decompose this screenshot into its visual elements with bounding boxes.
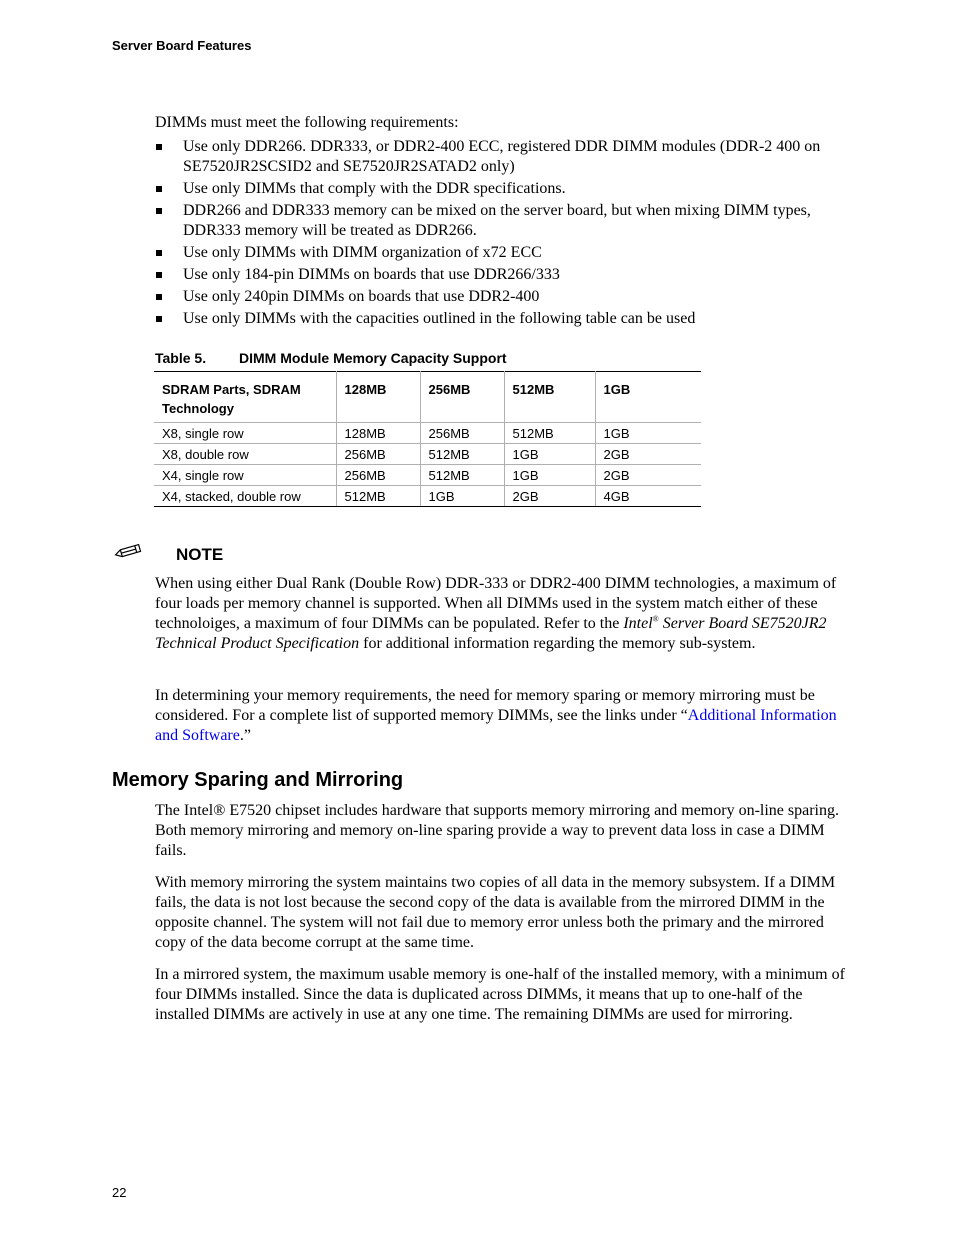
list-item: Use only DIMMs with DIMM organization of x72 ECC [155, 243, 835, 263]
capacity-table [154, 371, 701, 507]
bullet-icon [156, 272, 162, 278]
intel-name: Intel [623, 615, 653, 632]
column-header: 1GB [595, 372, 701, 423]
table-cell: 256MB [420, 423, 504, 444]
list-item: Use only DIMMs that comply with the DDR specifications. [155, 179, 835, 199]
list-item: DDR266 and DDR333 memory can be mixed on the server board, but when mixing DIMM types, DDR333 memory will be treated as DDR266. [155, 201, 835, 241]
table-header-row [154, 372, 701, 423]
column-header: 512MB [504, 372, 595, 423]
section-paragraph: The Intel® E7520 chipset includes hardware that supports memory mirroring and memory on-line sparing. Both memory mirroring and memory on-line sparing provide a way to prevent data loss in case a DIMM fails. [155, 802, 839, 859]
table-cell: 1GB [504, 444, 595, 465]
requirements-intro: DIMMs must meet the following requirements: [155, 114, 459, 131]
table-cell: 1GB [504, 465, 595, 486]
requirements-paragraph: In determining your memory requirements, the need for memory sparing or memory mirroring must be considered. For a complete list of supported memory DIMMs, see the links under “Additional Information and Software.” [155, 687, 837, 744]
table-cell: X8, double row [154, 444, 336, 465]
table-row [154, 444, 701, 465]
table-cell: X8, single row [154, 423, 336, 444]
note-paragraph: When using either Dual Rank (Double Row) DDR-333 or DDR2-400 DIMM technologies, a maximum of four loads per memory channel is supported. When all DIMMs used in the system match either of these technoloiges, a maximum of four DIMMs can be populated. Refer to the Intel® Server Board SE7520JR2 Technical Product Specification for additional information regarding the memory sub-system. [155, 575, 837, 652]
bullet-icon [156, 186, 162, 192]
column-header: 256MB [420, 372, 504, 423]
table-cell: 512MB [420, 444, 504, 465]
bullet-icon [156, 144, 162, 150]
bullet-icon [156, 294, 162, 300]
table-title: DIMM Module Memory Capacity Support [239, 350, 507, 366]
section-paragraph: In a mirrored system, the maximum usable memory is one-half of the installed memory, with a minimum of four DIMMs installed. Since the data is duplicated across DIMMs, it means that up to one-half of the installed DIMMs are actively in use at any one time. The remaining DIMMs are used for mirroring. [155, 966, 845, 1023]
table-cell: 512MB [504, 423, 595, 444]
table-row [154, 465, 701, 486]
table-cell: 512MB [336, 486, 420, 507]
table-cell: 256MB [336, 465, 420, 486]
table-cell: 2GB [595, 465, 701, 486]
running-header: Server Board Features [112, 38, 252, 53]
list-item: Use only DDR266. DDR333, or DDR2-400 ECC, registered DDR DIMM modules (DDR-2 400 on SE7520JR2SCSID2 and SE7520JR2SATAD2 only) [155, 137, 835, 177]
additional-info-link[interactable]: Additional Information and Software [155, 707, 837, 744]
column-header: 128MB [336, 372, 420, 423]
table-cell: 2GB [504, 486, 595, 507]
spec-title: Server Board SE7520JR2 Technical Product Specification [155, 615, 827, 652]
note-title: NOTE [176, 545, 224, 564]
bullet-icon [156, 316, 162, 322]
page-number: 22 [112, 1185, 127, 1200]
bullet-icon [156, 208, 162, 214]
pencil-icon [113, 541, 145, 566]
list-item: Use only DIMMs with the capacities outlined in the following table can be used [155, 309, 835, 329]
registered-mark: ® [652, 614, 659, 624]
section-heading: Memory Sparing and Mirroring [112, 769, 404, 791]
list-item: Use only 184-pin DIMMs on boards that use DDR266/333 [155, 265, 835, 285]
table-cell: 256MB [336, 444, 420, 465]
table-cell: 1GB [420, 486, 504, 507]
table-cell: 2GB [595, 444, 701, 465]
table-cell: 4GB [595, 486, 701, 507]
table-row [154, 423, 701, 444]
list-item: Use only 240pin DIMMs on boards that use DDR2-400 [155, 287, 835, 307]
bullet-icon [156, 250, 162, 256]
table-cell: X4, stacked, double row [154, 486, 336, 507]
table-row [154, 486, 701, 507]
table-caption [155, 350, 507, 366]
table-cell: 512MB [420, 465, 504, 486]
section-paragraph: With memory mirroring the system maintains two copies of all data in the memory subsystem. If a DIMM fails, the data is not lost because the second copy of the data is available from the mirrored DIMM in the opposite channel. The system will not fail due to memory error unless both the primary and the mirrored copy of the data become corrupt at the same time. [155, 874, 836, 951]
requirements-list [155, 137, 835, 331]
column-header: SDRAM Parts, SDRAM Technology [154, 372, 336, 423]
table-cell: 128MB [336, 423, 420, 444]
table-cell: X4, single row [154, 465, 336, 486]
table-number: Table 5. [155, 350, 207, 366]
table-cell: 1GB [595, 423, 701, 444]
